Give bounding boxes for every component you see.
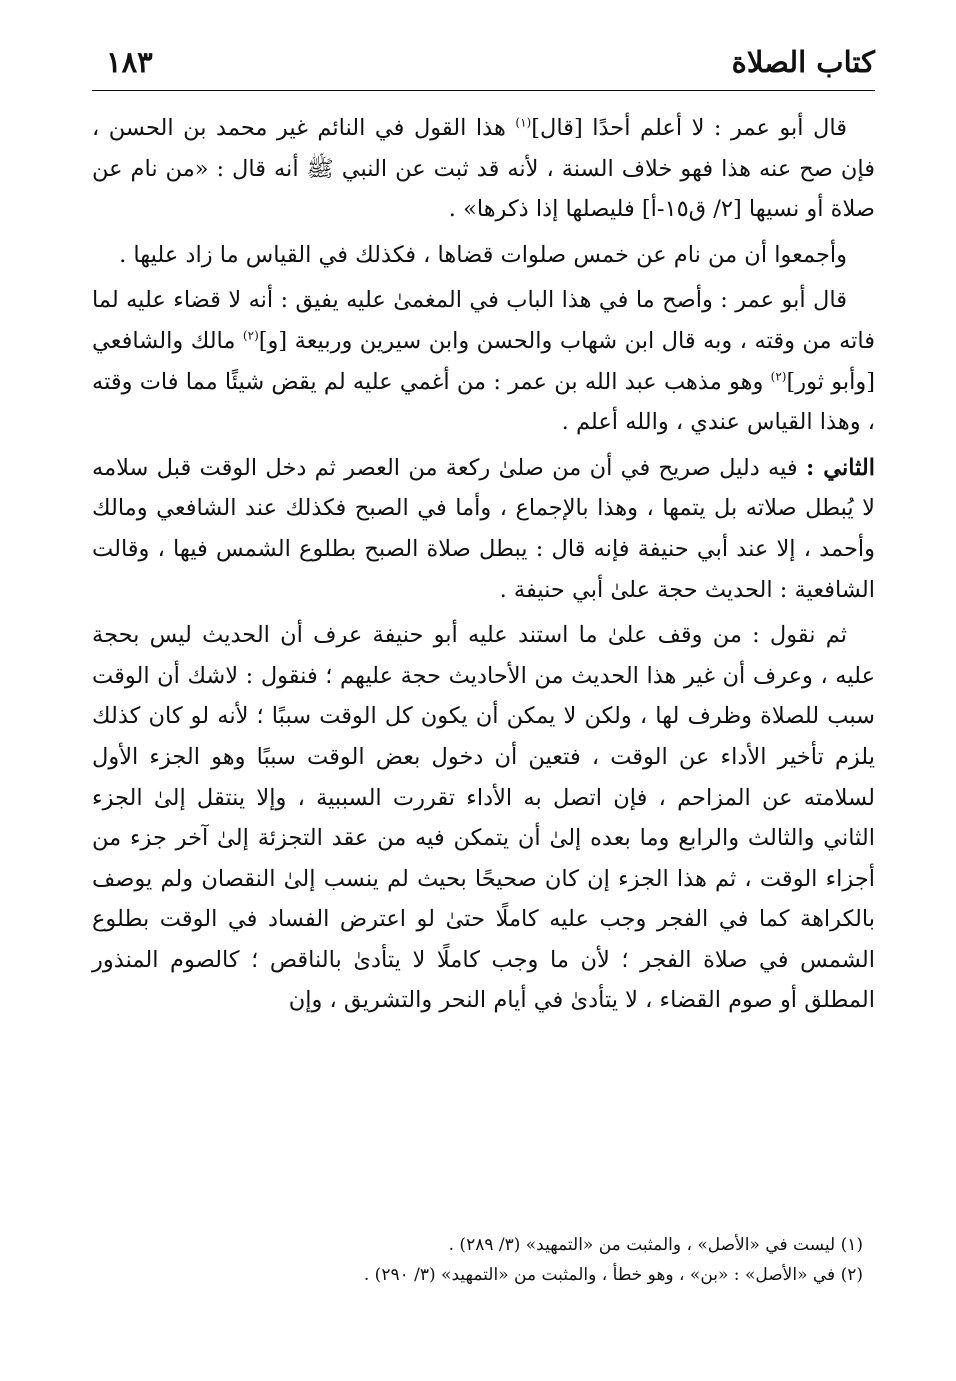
- header-rule: [92, 90, 875, 91]
- paragraph: ثم نقول : من وقف علىٰ ما استند عليه أبو حنيفة عرف أن الحديث ليس بحجة عليه ، وعرف أن غير هذا الحديث من الأحاديث حجة عليهم ؛ فنقول : لاشك أن الوقت سبب للصلاة وظرف لها ، ولكن لا يمكن أن يكون كل الوقت سببًا ؛ لأنه لو كان كذلك يلزم تأخير الأداء عن الوقت ، فتعين أن دخول بعض الوقت سببًا وهو الجزء الأول لسلامته عن المزاحم ، فإن اتصل به الأداء تقررت السببية ، وإلا ينتقل إلىٰ الجزء الثاني والثالث والرابع وما بعده إلىٰ أن يتمكن فيه من عقد التجزئة إلىٰ آخر جزء من أجزاء الوقت ، ثم هذا الجزء إن كان صحيحًا بحيث لم ينسب إلىٰ النقصان ولم يوصف بالكراهة كما في الفجر وجب عليه كاملًا حتىٰ لو اعترض الفساد في الوقت بطلوع الشمس في صلاة الفجر ؛ لأن ما وجب كاملًا لا يتأدىٰ بالناقص ؛ كالصوم المنذور المطلق أو صوم القضاء ، لا يتأدىٰ في أيام النحر والتشريق ، وإن: [92, 622, 875, 1014]
- paragraph: قال أبو عمر : وأصح ما في هذا الباب في المغمىٰ عليه يفيق : أنه لا قضاء عليه لما فاته من وقته ، وبه قال ابن شهاب والحسن وابن سيرين وربيعة [و]$^{(٢)}$ مالك والشافعي [وأبو ثور]$^{(٢)}$ وهو مذهب عبد الله بن عمر : من أغمي عليه لم يقض شيئًا مما فات وقته ، وهذا القياس عندي ، والله أعلم .: [92, 287, 875, 436]
- paragraph: قال أبو عمر : لا أعلم أحدًا [قال]$^{(١)}$ هذا القول في النائم غير محمد بن الحسن ، فإن صح عنه هذا فهو خلاف السنة ، لأنه قد ثبت عن النبي ﷺ أنه قال : «من نام عن صلاة أو نسيها [٢/ ق١٥-أ] فليصلها إذا ذكرها» .: [92, 115, 875, 223]
- paragraph: وأجمعوا أن من نام عن خمس صلوات قضاها ، فكذلك في القياس ما زاد عليها .: [119, 241, 847, 268]
- footnote-ref[interactable]: (١): [515, 115, 532, 130]
- section-lead: الثاني :: [805, 454, 875, 481]
- page-number: ١٨٣: [106, 45, 153, 79]
- page-header: [92, 42, 875, 82]
- footnote: (٢) في «الأصل» : «بن» ، وهو خطأ ، والمثبت من «التمهيد» (٣/ ٢٩٠) .: [363, 1265, 863, 1285]
- footnote-ref[interactable]: (٢): [770, 369, 787, 384]
- chapter-title: كتاب الصلاة: [731, 45, 875, 79]
- footnotes: [92, 1230, 875, 1290]
- footnote: (١) ليست في «الأصل» ، والمثبت من «التمهيد» (٣/ ٢٨٩) .: [448, 1235, 863, 1255]
- paragraph: الثاني : فيه دليل صريح في أن من صلىٰ ركعة من العصر ثم دخل الوقت قبل سلامه لا يُبطل صلاته بل يتمها ، وهذا بالإجماع ، وأما في الصبح فكذلك عند الشافعي ومالك وأحمد ، إلا عند أبي حنيفة فإنه قال : يبطل صلاة الصبح بطلوع الشمس فيها ، وقالت الشافعية : الحديث حجة علىٰ أبي حنيفة .: [92, 454, 875, 603]
- book-page: [92, 30, 875, 1350]
- footnote-ref[interactable]: (٢): [242, 328, 259, 343]
- main-text: [92, 108, 875, 1026]
